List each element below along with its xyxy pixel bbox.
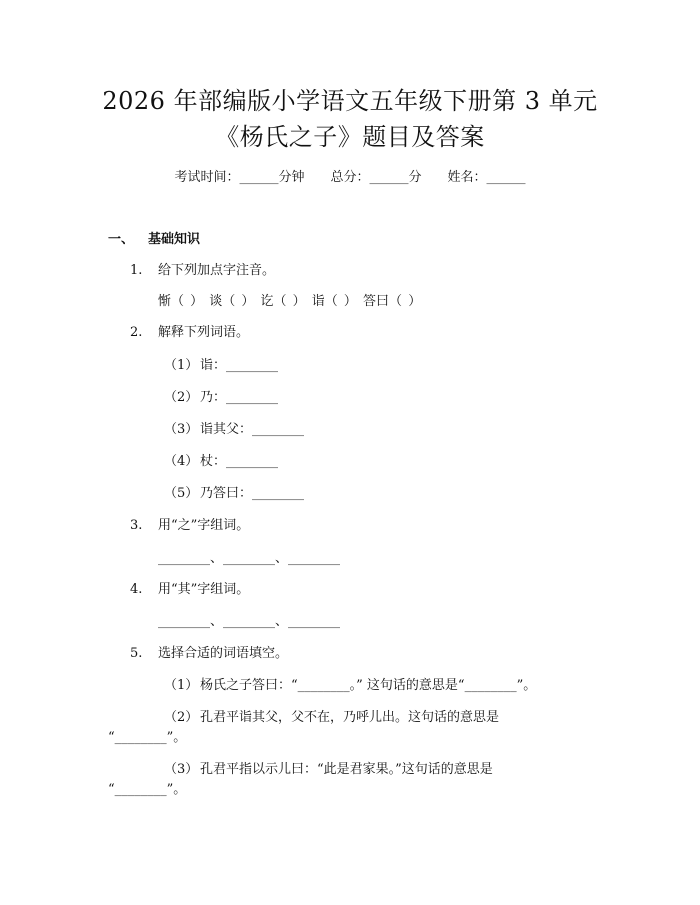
question-3-text: 用“之”字组词。 (158, 518, 250, 533)
question-3-number: 3. (130, 518, 143, 533)
question-1-chars: 惭（ ） 谈（ ） 讫（ ） 诣（ ） 答曰（ ） (158, 294, 422, 309)
question-4-number: 4. (130, 582, 143, 597)
question-1-text: 给下列加点字注音。 (158, 263, 276, 278)
q2-item-2-number: （2） (164, 390, 199, 405)
exam-name: 姓名：______ (447, 170, 526, 185)
question-3-blanks: ________、________、________ (158, 551, 341, 566)
question-5-number: 5. (130, 646, 143, 661)
q5-item-3-continuation: “________”。 (108, 782, 187, 797)
question-5-text: 选择合适的词语填空。 (158, 646, 289, 661)
question-4-text: 用“其”字组词。 (158, 582, 250, 597)
question-2-number: 2. (130, 325, 143, 340)
section-marker: 一、 (108, 232, 135, 247)
q5-item-3-text: 孔君平指以示儿曰：“此是君家果。”这句话的意思是 (200, 762, 493, 777)
q2-item-2-text: 乃：________ (200, 390, 279, 405)
title-line-2: 《杨氏之子》题目及答案 (215, 123, 485, 151)
q5-item-1-number: （1） (164, 678, 199, 693)
exam-score: 总分：______分 (330, 170, 422, 185)
q2-item-5-text: 乃答曰：________ (200, 486, 305, 501)
exam-time: 考试时间：______分钟 (174, 170, 305, 185)
q2-item-1-text: 诣：________ (200, 358, 279, 373)
q2-item-4-number: （4） (164, 454, 199, 469)
q5-item-3-number: （3） (164, 762, 199, 777)
question-4-blanks: ________、________、________ (158, 614, 341, 629)
q5-item-2-text: 孔君平诣其父，父不在，乃呼儿出。这句话的意思是 (200, 710, 500, 725)
q2-item-4-text: 杖：________ (200, 454, 279, 469)
q2-item-3-number: （3） (164, 422, 199, 437)
section-heading (108, 230, 200, 250)
q5-item-2-continuation: “________”。 (108, 730, 187, 745)
question-2-text: 解释下列词语。 (158, 325, 250, 340)
exam-info (0, 168, 700, 188)
q2-item-1-number: （1） (164, 358, 199, 373)
q5-item-2-number: （2） (164, 710, 199, 725)
q5-item-1-text: 杨氏之子答曰：“________。” 这句话的意思是“________”。 (200, 678, 537, 693)
q2-item-5-number: （5） (164, 486, 199, 501)
q2-item-3-text: 诣其父：________ (200, 422, 305, 437)
section-title: 基础知识 (148, 232, 201, 247)
question-1-number: 1. (130, 263, 143, 278)
title-line-1: 2026 年部编版小学语文五年级下册第 3 单元 (102, 87, 598, 115)
